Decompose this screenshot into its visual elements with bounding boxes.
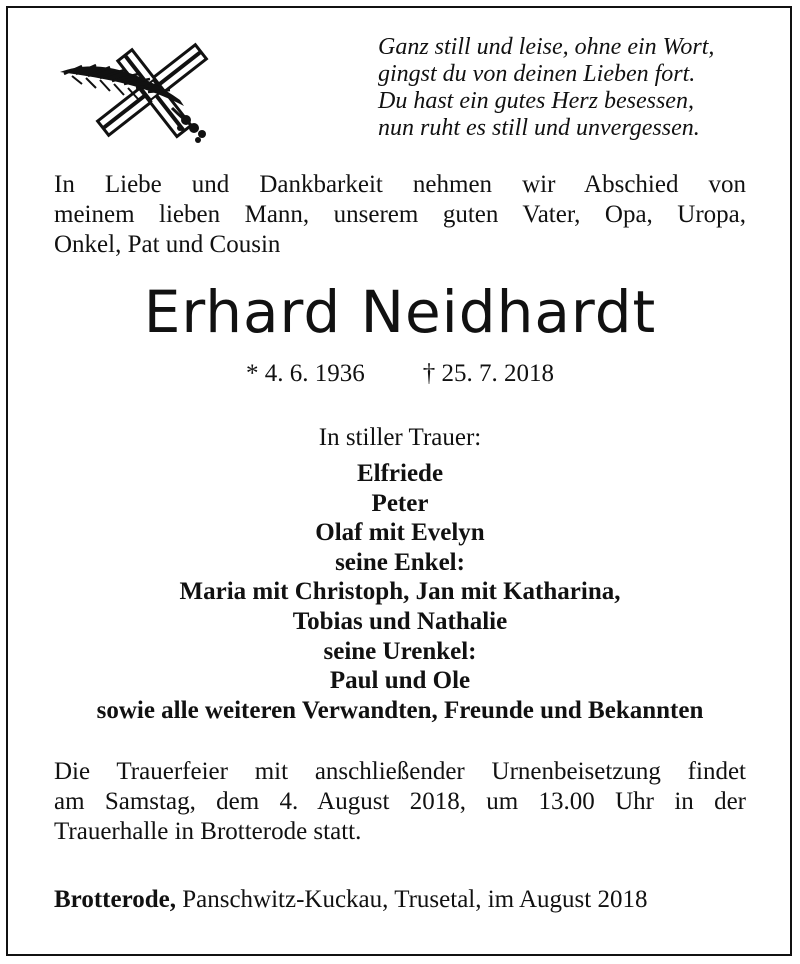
mourner-line: Olaf mit Evelyn <box>315 519 485 547</box>
poem-line: nun ruht es still und unvergessen. <box>378 115 700 141</box>
intro-line: In Liebe und Dankbarkeit nehmen wir Abschied von <box>54 171 746 198</box>
ceremony-line: Die Trauerfeier mit anschließender Urnenbeisetzung findet <box>54 758 746 785</box>
poem-line: Ganz still und leise, ohne ein Wort, <box>378 34 715 60</box>
deceased-name: Erhard Neidhardt <box>143 278 657 346</box>
poem-line: gingst du von deinen Lieben fort. <box>378 61 696 87</box>
mourner-line: seine Urenkel: <box>323 637 477 665</box>
mourner-line: Elfriede <box>356 460 444 487</box>
ceremony-line: am Samstag, dem 4. August 2018, um 13.00 Uhr in der <box>54 788 746 815</box>
intro-line: meinem lieben Mann, unserem guten Vater, Opa, Uropa, <box>54 201 746 228</box>
poem-line: Du hast ein gutes Herz besessen, <box>378 88 694 114</box>
mourner-line: Paul und Ole <box>329 667 471 695</box>
mourning-heading: In stiller Trauer: <box>318 424 482 451</box>
ceremony-text <box>54 757 746 847</box>
cross-with-palm-branch-icon <box>52 38 222 150</box>
mourner-line: Tobias und Nathalie <box>292 607 508 635</box>
mourner-line: Maria mit Christoph, Jan mit Katharina, <box>179 578 621 606</box>
footer-place-bold: Brotterode, <box>54 886 176 913</box>
poem <box>378 34 758 142</box>
footer-rest: Panschwitz-Kuckau, Trusetal, im August 2018 <box>175 886 648 913</box>
mourners-list <box>0 459 800 725</box>
footer-places-date <box>54 886 754 914</box>
birth-date: * 4. 6. 1936 <box>246 360 365 387</box>
mourner-line: seine Enkel: <box>335 548 465 576</box>
mourner-line: sowie alle weiteren Verwandten, Freunde und Bekannten <box>96 696 704 724</box>
life-dates <box>0 360 800 388</box>
death-date: † 25. 7. 2018 <box>422 360 554 387</box>
intro-line: Onkel, Pat und Cousin <box>54 231 281 258</box>
intro-text <box>54 170 746 260</box>
mourner-line: Peter <box>371 489 429 517</box>
ceremony-line: Trauerhalle in Brotterode statt. <box>54 818 362 845</box>
